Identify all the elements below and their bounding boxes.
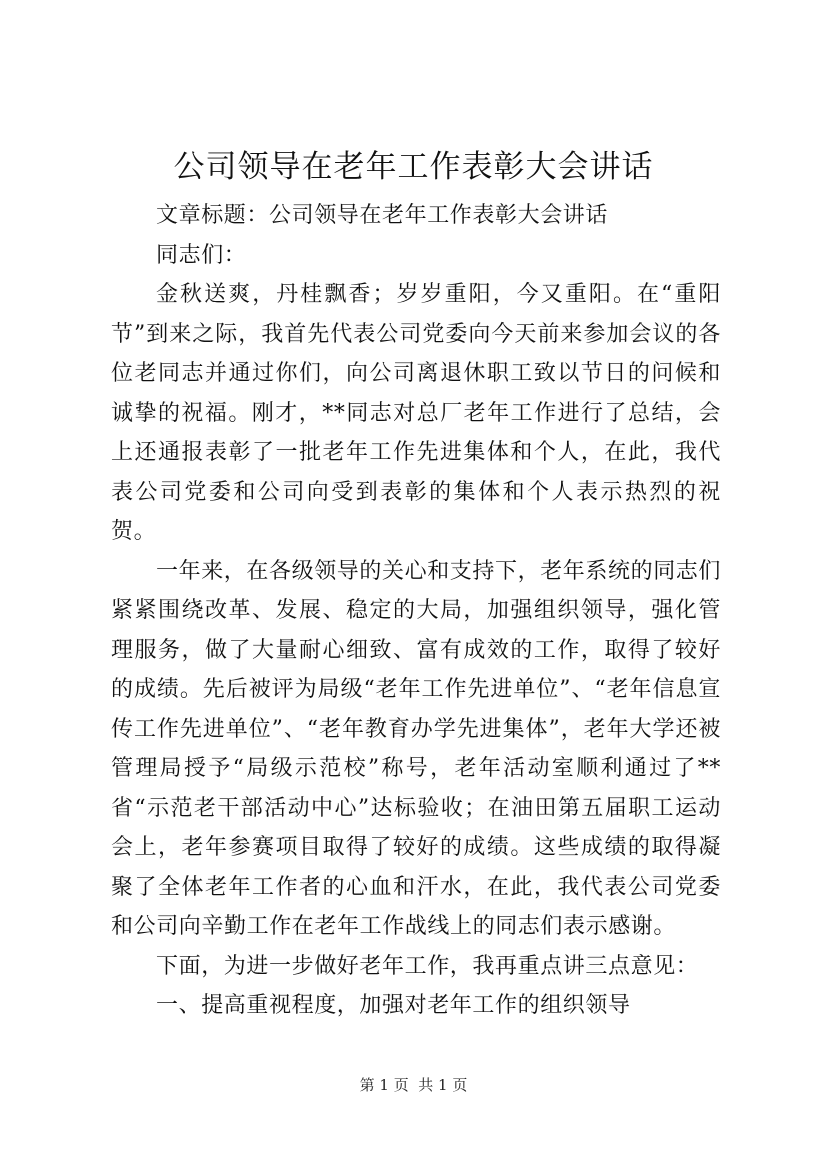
paragraph-3: 下面，为进一步做好老年工作，我再重点讲三点意见：: [156, 953, 699, 979]
article-title-line: 文章标题：公司领导在老年工作表彰大会讲话: [156, 203, 609, 228]
paragraph-2: 一年来，在各级领导的关心和支持下，老年系统的同志们紧紧围绕改革、发展、稳定的大局，加强组织领导，强化管理服务，做了大量耐心细致、富有成效的工作，取得了较好的成绩。先后被评为局级“老年工作先进单位”、“老年信息宣传工作先进单位”、“老年教育办学先进集体”，老年大学还被管理局授予“局级示范校”称号，老年活动室顺利通过了**省“示范老干部活动中心”达标验收；在油田第五届职工运动会上，老年参赛项目取得了较好的成绩。这些成绩的取得凝聚了全体老年工作者的心血和汗水，在此，我代表公司党委和公司向辛勤工作在老年工作战线上的同志们表示感谢。: [111, 558, 722, 939]
salutation: 同志们：: [156, 242, 247, 268]
section-heading: 一、提高重视程度，加强对老年工作的组织领导: [156, 993, 631, 1018]
document-body: [111, 196, 721, 1026]
paragraph-1: 金秋送爽，丹桂飘香；岁岁重阳，今又重阳。在“重阳节”到来之际，我首先代表公司党委向今天前来参加会议的各位老同志并通过你们，向公司离退休职工致以节日的问候和诚挚的祝福。刚才，**同志对总厂老年工作进行了总结，会上还通报表彰了一批老年工作先进集体和个人，在此，我代表公司党委和公司向受到表彰的集体和个人表示热烈的祝贺。: [111, 282, 721, 544]
page-number-footer: 第 1 页 共 1 页: [359, 1076, 468, 1094]
document-title: 公司领导在老年工作表彰大会讲话: [173, 149, 654, 185]
